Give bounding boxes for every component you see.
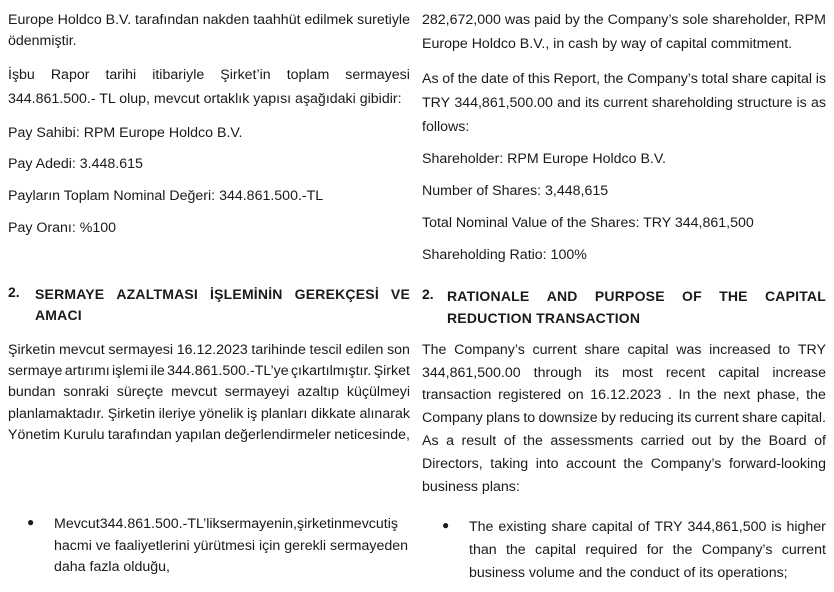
- shareholder-line: Pay Sahibi: RPM Europe Holdco B.V.: [8, 125, 243, 141]
- nominal-line: Total Nominal Value of the Shares: TRY 344,861,500: [422, 215, 754, 231]
- paragraph-line: The Company’s current share capital was increased to TRY: [422, 342, 826, 358]
- bullet-line: Mevcut 344.861.500.-TL’lik sermayenin, şirketin mevcut iş: [54, 516, 398, 532]
- paragraph-line: Directors, taking into account the Company’s forward-looking: [422, 456, 826, 472]
- shares-line: Pay Adedi: 3.448.615: [8, 156, 143, 172]
- paragraph-line: follows:: [422, 119, 470, 135]
- ratio-line: Pay Oranı: %100: [8, 220, 117, 236]
- paragraph-line: 344,861,500.00 through its most recent capital increase: [422, 365, 826, 381]
- paragraph-line: ödenmiştir.: [8, 33, 77, 49]
- bullet-line: daha fazla olduğu,: [54, 559, 170, 575]
- section-number: 2.: [8, 284, 20, 300]
- paragraph-line: bundan sonraki süreçte mevcut sermayeyi azaltıp küçülmeyi: [8, 384, 410, 400]
- bullet-line: than the capital required for the Company’s current: [469, 542, 826, 558]
- paragraph-line: TRY 344,861,500.00 and its current shareholding structure is as: [422, 95, 826, 111]
- paragraph-line: planlamaktadır. Şirketin ileriye yönelik iş planları dikkate alınarak: [8, 406, 410, 422]
- bullet-line: hacmi ve faaliyetlerini yürütmesi için gerekli sermayeden: [54, 538, 409, 554]
- bullet-line: The existing share capital of TRY 344,861,500 is higher: [469, 519, 826, 535]
- ratio-line: Shareholding Ratio: 100%: [422, 247, 587, 263]
- section-title: SERMAYE AZALTMASI İŞLEMİNİN GEREKÇESİ VE: [35, 286, 410, 302]
- paragraph-line: Şirketin mevcut sermayesi 16.12.2023 tarihinde tescil edilen son: [8, 342, 410, 358]
- paragraph-line: Company plans to downsize by reducing its current share capital.: [422, 410, 826, 426]
- paragraph-line: 344.861.500.- TL olup, mevcut ortaklık yapısı aşağıdaki gibidir:: [8, 91, 402, 107]
- paragraph-line: transaction registered on 16.12.2023 . In the next phase, the: [422, 387, 826, 403]
- section-title: REDUCTION TRANSACTION: [447, 310, 641, 326]
- nominal-line: Payların Toplam Nominal Değeri: 344.861.500.-TL: [8, 188, 324, 204]
- paragraph-line: İşbu Rapor tarihi itibariyle Şirket’in toplam sermayesi: [8, 67, 410, 83]
- paragraph-line: 282,672,000 was paid by the Company’s sole shareholder, RPM: [422, 12, 826, 28]
- paragraph-line: business plans:: [422, 479, 520, 495]
- section-title: AMACI: [35, 307, 82, 323]
- section-number: 2.: [422, 286, 434, 302]
- bullet-line: business volume and the conduct of its operations;: [469, 565, 788, 581]
- bullet-icon: ●: [442, 518, 450, 532]
- paragraph-line: As a result of the assessments carried out by the Board of: [422, 433, 826, 449]
- paragraph-line: Europe Holdco B.V., in cash by way of capital commitment.: [422, 36, 793, 52]
- paragraph-line: Europe Holdco B.V. tarafından nakden taahhüt edilmek suretiyle: [8, 12, 410, 28]
- paragraph-line: As of the date of this Report, the Company’s total share capital is: [422, 71, 826, 87]
- shareholder-line: Shareholder: RPM Europe Holdco B.V.: [422, 151, 666, 167]
- paragraph-line: Yönetim Kurulu tarafından yapılan değerlendirmeler neticesinde,: [8, 427, 410, 443]
- paragraph-line: sermaye artırımı işlemi ile 344.861.500.-TL’ye çıkartılmıştır. Şirket: [8, 363, 410, 379]
- section-title: RATIONALE AND PURPOSE OF THE CAPITAL: [447, 288, 826, 304]
- bullet-icon: ●: [27, 515, 35, 529]
- shares-line: Number of Shares: 3,448,615: [422, 183, 609, 199]
